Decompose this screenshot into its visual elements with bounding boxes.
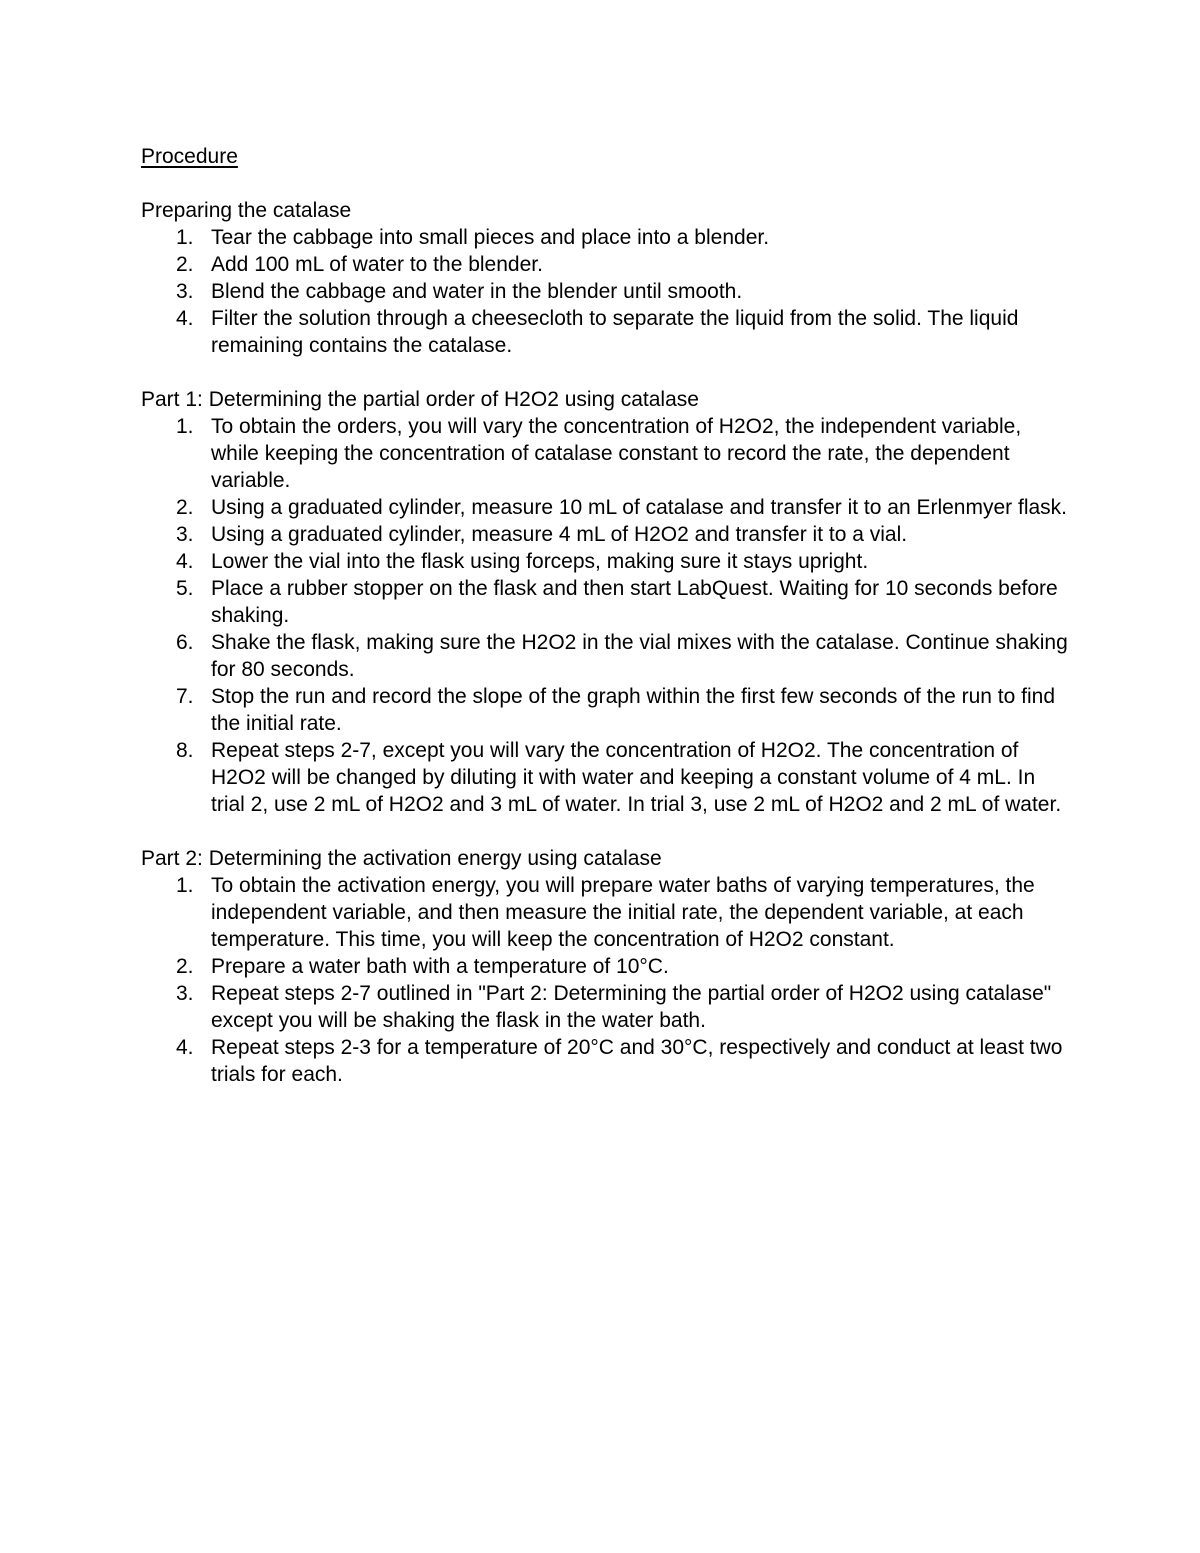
- step-number: 1.: [176, 226, 194, 249]
- section-part-1: [141, 386, 1071, 818]
- step-number: 2.: [176, 955, 194, 978]
- step-list: [141, 413, 1071, 818]
- step-text: Lower the vial into the flask using forceps, making sure it stays upright.: [211, 550, 869, 573]
- list-item: [141, 575, 1071, 629]
- section-preparing-catalase: [141, 197, 1071, 359]
- list-item: [141, 737, 1071, 818]
- step-text: Using a graduated cylinder, measure 10 mL of catalase and transfer it to an Erlenmyer flask.: [211, 496, 1067, 519]
- step-number: 3.: [176, 982, 194, 1005]
- step-number: 1.: [176, 874, 194, 897]
- list-item: [141, 224, 1071, 251]
- step-number: 2.: [176, 496, 194, 519]
- list-item: [141, 953, 1071, 980]
- step-text: Filter the solution through a cheesecloth to separate the liquid from the solid. The liquid remaining contains the catalase.: [211, 307, 1019, 357]
- list-item: [141, 872, 1071, 953]
- step-text: Repeat steps 2-7, except you will vary the concentration of H2O2. The concentration of H2O2 will be changed by diluting it with water and keeping a constant volume of 4 mL. In trial 2, use 2 mL of H2O2 and 3 mL of water. In trial 3, use 2 mL of H2O2 and 2 mL of water.: [211, 739, 1062, 816]
- step-text: Add 100 mL of water to the blender.: [211, 253, 543, 276]
- step-number: 3.: [176, 523, 194, 546]
- step-number: 4.: [176, 550, 194, 573]
- step-text: To obtain the activation energy, you will prepare water baths of varying temperatures, the independent variable, and then measure the initial rate, the dependent variable, at each temperature. This time, you will keep the concentration of H2O2 constant.: [211, 874, 1035, 951]
- list-item: [141, 980, 1071, 1034]
- step-text: Prepare a water bath with a temperature of 10°C.: [211, 955, 669, 978]
- section-heading: Part 1: Determining the partial order of H2O2 using catalase: [141, 388, 699, 411]
- step-text: Tear the cabbage into small pieces and place into a blender.: [211, 226, 770, 249]
- spacer: [141, 170, 1071, 197]
- list-item: [141, 278, 1071, 305]
- section-part-2: [141, 845, 1071, 1088]
- list-item: [141, 413, 1071, 494]
- step-text: Place a rubber stopper on the flask and then start LabQuest. Waiting for 10 seconds before shaking.: [211, 577, 1058, 627]
- step-text: To obtain the orders, you will vary the concentration of H2O2, the independent variable, while keeping the concentration of catalase constant to record the rate, the dependent variable.: [211, 415, 1022, 492]
- section-heading: Part 2: Determining the activation energy using catalase: [141, 847, 662, 870]
- step-text: Blend the cabbage and water in the blender until smooth.: [211, 280, 743, 303]
- spacer: [141, 818, 1071, 845]
- step-number: 2.: [176, 253, 194, 276]
- list-item: [141, 629, 1071, 683]
- list-item: [141, 494, 1071, 521]
- step-number: 3.: [176, 280, 194, 303]
- step-text: Repeat steps 2-7 outlined in "Part 2: Determining the partial order of H2O2 using catalase" except you will be shaking the flask in the water bath.: [211, 982, 1052, 1032]
- section-heading: Preparing the catalase: [141, 199, 352, 222]
- step-number: 7.: [176, 685, 194, 708]
- list-item: [141, 683, 1071, 737]
- step-number: 4.: [176, 1036, 194, 1059]
- step-number: 6.: [176, 631, 194, 654]
- list-item: [141, 251, 1071, 278]
- step-number: 4.: [176, 307, 194, 330]
- spacer: [141, 359, 1071, 386]
- document-body: [141, 143, 1071, 1088]
- step-number: 1.: [176, 415, 194, 438]
- step-number: 8.: [176, 739, 194, 762]
- step-text: Shake the flask, making sure the H2O2 in the vial mixes with the catalase. Continue shaking for 80 seconds.: [211, 631, 1068, 681]
- step-number: 5.: [176, 577, 194, 600]
- step-text: Using a graduated cylinder, measure 4 mL of H2O2 and transfer it to a vial.: [211, 523, 908, 546]
- step-list: [141, 872, 1071, 1088]
- list-item: [141, 521, 1071, 548]
- list-item: [141, 548, 1071, 575]
- list-item: [141, 305, 1071, 359]
- step-text: Repeat steps 2-3 for a temperature of 20°C and 30°C, respectively and conduct at least two trials for each.: [211, 1036, 1063, 1086]
- page-title: Procedure: [141, 145, 238, 168]
- step-list: [141, 224, 1071, 359]
- step-text: Stop the run and record the slope of the graph within the first few seconds of the run to find the initial rate.: [211, 685, 1056, 735]
- list-item: [141, 1034, 1071, 1088]
